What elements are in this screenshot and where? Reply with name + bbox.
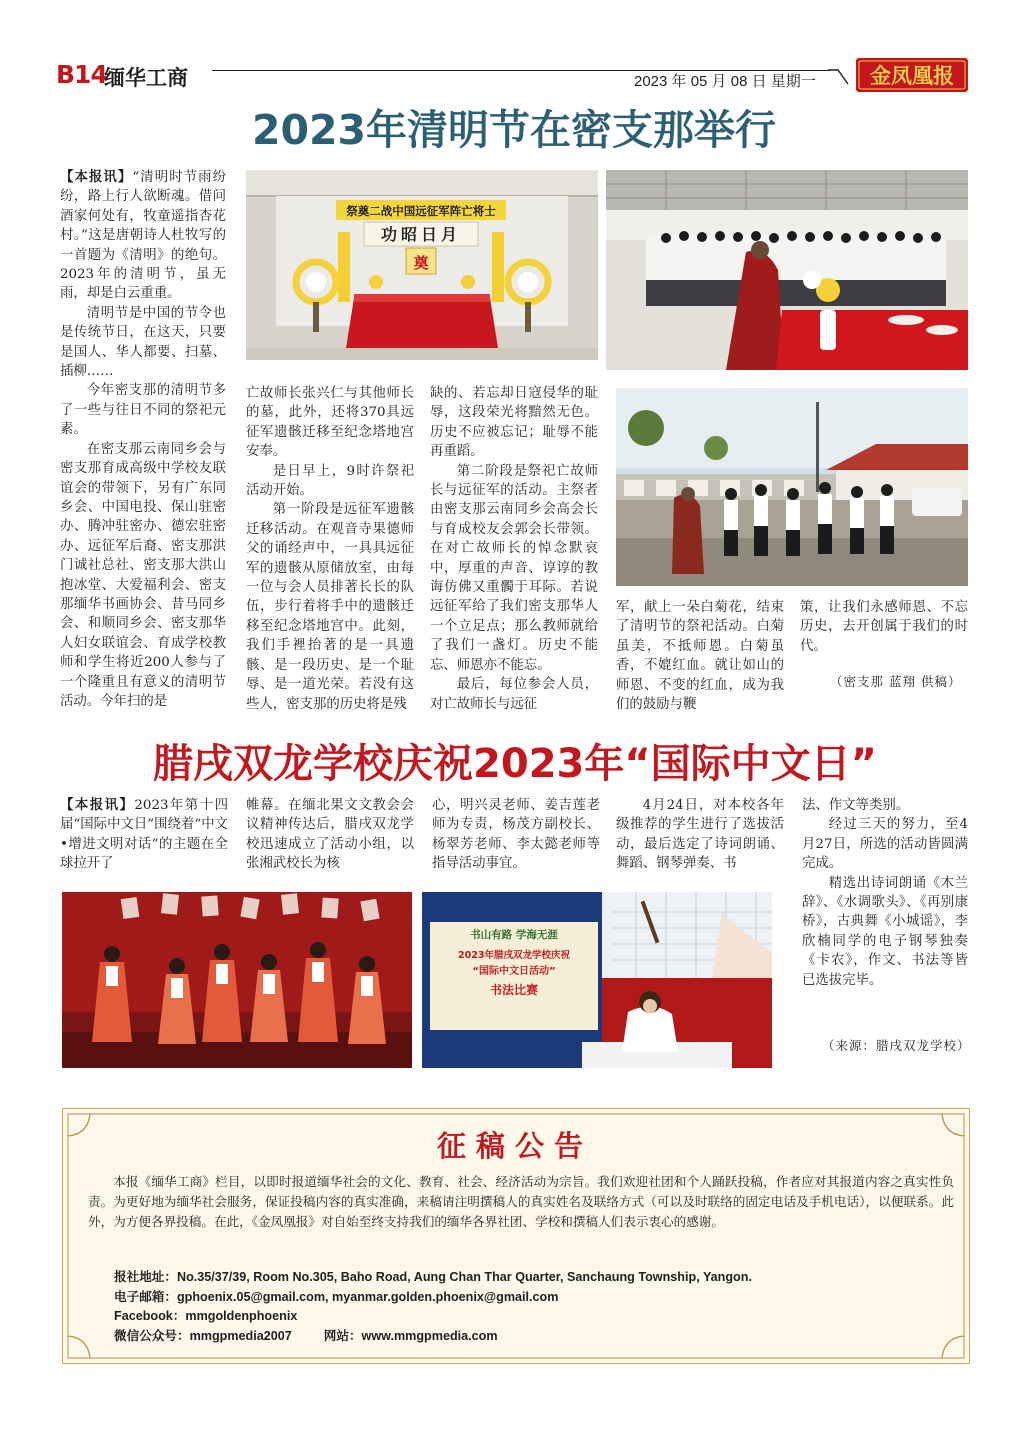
article2-col1-p1: 2023年第十四届“国际中文日”围绕着“中文•增进文明对话”的主题在全球拉开了 bbox=[60, 798, 229, 872]
altar-banner: 祭奠二战中国远征军阵亡将士 bbox=[346, 204, 496, 218]
article2-col5-p2: 经过三天的努力，至4月27日，所选的活动皆圆满完成。 bbox=[802, 817, 968, 872]
article1-col2-p2: 是日早上，9时许祭祀活动开始。 bbox=[246, 463, 414, 499]
altar-plaque: 功昭日月 bbox=[380, 225, 462, 244]
article2-col3 bbox=[432, 796, 600, 874]
article2-headline: 腊戌双龙学校庆祝2023年“国际中文日” bbox=[153, 741, 877, 787]
article1-credit: （密支那 蓝翔 供稿） bbox=[830, 674, 962, 689]
contact-website: 网站：www.mmgpmedia.com bbox=[323, 1328, 498, 1343]
article2-tag: 【本报讯】 bbox=[60, 797, 135, 813]
article1-col1 bbox=[60, 168, 226, 711]
altar-char: 奠 bbox=[413, 254, 429, 272]
article1-col2-p1: 亡故师长张兴仁与其他师长的墓，此外，还将370具远征军遗骸迁移至纪念塔地宫安奉。 bbox=[246, 386, 414, 460]
article1-col1-p4: 在密支那云南同乡会与密支那育成高级中学校友联谊会的带领下，另有广东同乡会、中国电投、保山驻密办、腾冲驻密办、德宏驻密办、远征军后裔、密支那洪门诚社总社、密支那大洪山抱冰堂、大爱福利会、密支那缅华书画协会、昔马同乡会、和顺同乡会、密支那华人妇女联谊会、育成学校教师和学生将近200人参与了一个隆重且有意义的清明节活动。今年扫的是 bbox=[60, 441, 226, 709]
article2-col3-p1: 心，明兴灵老师、姜吉莲老师为专责，杨茂方副校长、杨翠芳老师、李太懿老师等指导活动事宜。 bbox=[432, 798, 600, 872]
article1-col5-p1: 策，让我们永感师恩、不忘历史，去开创属于我们的时代。 bbox=[800, 600, 968, 654]
article2-col2 bbox=[246, 796, 414, 874]
article1-col3 bbox=[430, 384, 598, 714]
article1-headline: 2023年清明节在密支那举行 bbox=[251, 106, 777, 154]
article1-col1-p1: “清明时节雨纷纷，路上行人欲断魂。借问酒家何处有，牧童遥指杏花村。”这是唐朝诗人杜牧写的一首题为《清明》的绝句。2023年的清明节，虽无雨，却是白云重重。 bbox=[60, 170, 226, 302]
article1-col3-p3: 最后，每位参会人员，对亡故师长与远征 bbox=[430, 677, 598, 712]
article2-col5-p3: 精选出诗词朗诵《木兰辞》、《水调歌头》、《再别康桥》，古典舞《小城谣》，李欣楠同学的电子钢琴独奏《卡农》，作文、书法等皆已选拔完毕。 bbox=[802, 875, 968, 988]
ceremony-crowd-photo bbox=[606, 170, 968, 370]
article1-col3-p2: 第二阶段是祭祀亡故师长与远征军的活动。主祭者由密支那云南同乡会高会长与育成校友会郭会长带领。在对亡故师长的悼念默哀中，厚重的声音、谆谆的教诲仿佛又重髑于耳际。若说远征军给了我们密支那华人一个立足点；那么教师就给了我们一盏灯。历史不能忘、师恩亦不能忘。 bbox=[430, 463, 598, 673]
contact-block bbox=[114, 1268, 752, 1346]
memorial-altar-photo bbox=[246, 170, 598, 360]
contact-wechat: 微信公众号：mmgpmedia2007 bbox=[114, 1328, 292, 1343]
article2-col2-p1: 帷幕。在缅北果文文教会会议精神传达后，腊戌双龙学校迅速成立了活动小组，以张湘武校长为核 bbox=[246, 798, 414, 872]
calligraphy-banner-top: 书山有路 学海无涯 bbox=[470, 929, 558, 941]
contact-email: 电子邮箱：gphoenix.05@gmail.com, myanmar.golden.phoenix@gmail.com bbox=[114, 1289, 559, 1304]
notice-title: 征稿公告 bbox=[436, 1129, 593, 1163]
contact-facebook: Facebook：mmgoldenphoenix bbox=[114, 1309, 298, 1324]
article1-tag: 【本报讯】 bbox=[60, 169, 133, 185]
logo-text: 金凤凰报 bbox=[870, 63, 954, 88]
article2-col5-p1: 法、作文等类别。 bbox=[802, 798, 910, 813]
article1-col3-p1: 缺的、若忘却日寇侵华的耻辱，这段荣光将黯然无色。历史不应被忘记；耻辱不能再重蹈。 bbox=[430, 386, 598, 460]
procession-photo bbox=[616, 388, 968, 586]
article2-col1 bbox=[60, 796, 228, 874]
article2-col4-p1: 4月24日，对本校各年级推荐的学生进行了选拔活动，最后选定了诗词朗诵、舞蹈、钢琴弹奏、书 bbox=[616, 798, 784, 872]
article1-col4 bbox=[616, 598, 784, 714]
article1-col4-p1: 军，献上一朵白菊花，结束了清明节的祭祀活动。白菊虽美，不抵师恩。白菊虽香，不媲红血。就让如山的师恩、不变的红血，成为我们的鼓励与鞭 bbox=[616, 600, 784, 713]
article2-col4 bbox=[616, 796, 784, 874]
calligraphy-banner-line3: 书法比赛 bbox=[489, 983, 539, 997]
issue-date: 2023 年 05 月 08 日 星期一 bbox=[634, 73, 816, 90]
header-notch-icon bbox=[828, 62, 852, 86]
page-number: B14 bbox=[56, 60, 107, 89]
article1-col1-p3: 今年密支那的清明节多了一些与往日不同的祭祀元素。 bbox=[60, 383, 226, 438]
dance-performance-photo bbox=[62, 892, 412, 1068]
article2-credit: （来源：腊戌双龙学校） bbox=[822, 1038, 971, 1053]
article1-col5 bbox=[800, 598, 968, 656]
newspaper-logo bbox=[856, 58, 968, 92]
contact-address: 报社地址：No.35/37/39, Room No.305, Baho Road, Aung Chan Thar Quarter, Sanchaung Township, Yangon. bbox=[114, 1270, 752, 1284]
section-name: 缅华工商 bbox=[104, 66, 188, 90]
notice-body: 本报《缅华工商》栏目，以即时报道缅华社会的文化、教育、社会、经济活动为宗旨。我们欢迎社团和个人踊跃投稿，作者应对其报道内容之真实性负责。为更好地为缅华社会服务，保证投稿内容的真实准确，来稿请注明撰稿人的真实姓名及联络方式（可以及时联络的固定电话及手机电话），以便联系。此外，为方便各界投稿。在此，《金凤凰报》对自始至终支持我们的缅华各界社团、学校和撰稿人们表示衷心的感谢。 bbox=[88, 1174, 954, 1229]
article1-col1-p2: 清明节是中国的节令也是传统节日，在这天，只要是国人、华人都要、扫墓、插柳…… bbox=[60, 305, 226, 380]
article1-col2 bbox=[246, 384, 414, 714]
calligraphy-banner-line1: 2023年腊戌双龙学校庆祝 bbox=[458, 950, 570, 961]
article2-col5 bbox=[802, 796, 968, 990]
calligraphy-contest-photo bbox=[422, 892, 772, 1068]
article1-col2-p3: 第一阶段是远征军遗骸迁移活动。在观音寺果德师父的诵经声中，一具具远征军的遗骸从原储放室，由每一位与会人员排著长长的队伍，步行着将手中的遗骸迁移至纪念塔地宫中。此刻，我们手裡抬著的是一具遗骸、是一段历史、是一个耻辱、是一道光荣。若没有这些人，密支那的历史将是残 bbox=[246, 502, 414, 712]
calligraphy-banner-line2: “国际中文日活动” bbox=[472, 966, 556, 977]
contact-wechat-row bbox=[114, 1327, 752, 1347]
